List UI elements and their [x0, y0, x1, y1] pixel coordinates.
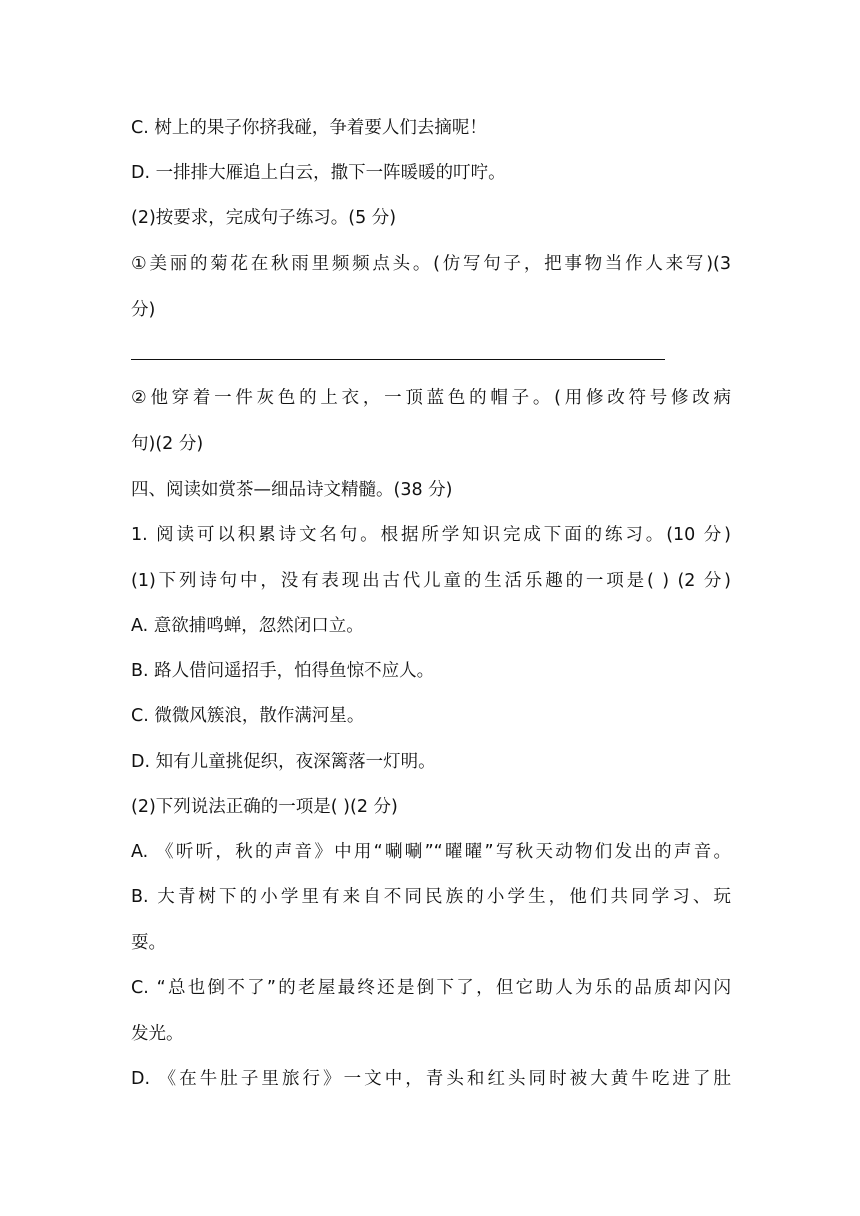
sentence-1-instruction: ①美丽的菊花在秋雨里频频点头。(仿写句子，把事物当作人来写)(3	[131, 254, 731, 274]
sub1-option-c: C. 微微风簇浪，散作满河星。	[131, 706, 365, 726]
subquestion-1: (1)下列诗句中，没有表现出古代儿童的生活乐趣的一项是( ) (2 分)	[131, 571, 731, 591]
sub1-option-b: B. 路人借问遥招手，怕得鱼惊不应人。	[131, 661, 435, 681]
question-2-heading: (2)按要求，完成句子练习。(5 分)	[131, 208, 397, 228]
sentence-2-instruction-cont: 句)(2 分)	[131, 434, 204, 454]
sub2-option-a: A. 《听听，秋的声音》中用“唰唰”“曜曜”写秋天动物们发出的声音。	[131, 842, 731, 862]
sub1-option-d: D. 知有儿童挑促织，夜深篱落一灯明。	[131, 752, 436, 772]
section-4-heading: 四、阅读如赏茶—细品诗文精髓。(38 分)	[131, 480, 453, 500]
sub2-option-b: B. 大青树下的小学里有来自不同民族的小学生，他们共同学习、玩	[131, 887, 731, 907]
subquestion-2: (2)下列说法正确的一项是( )(2 分)	[131, 797, 398, 817]
sentence-2-instruction: ②他穿着一件灰色的上衣，一顶蓝色的帽子。(用修改符号修改病	[131, 388, 731, 408]
option-d-line: D. 一排排大雁追上白云，撒下一阵暖暖的叮咛。	[131, 163, 506, 183]
sub2-option-c: C. “总也倒不了”的老屋最终还是倒下了，但它助人为乐的品质却闪闪	[131, 978, 731, 998]
sub2-option-b-cont: 耍。	[131, 933, 166, 953]
sub2-option-d: D. 《在牛肚子里旅行》一文中，青头和红头同时被大黄牛吃进了肚	[131, 1069, 731, 1089]
reading-question-1: 1. 阅读可以积累诗文名句。根据所学知识完成下面的练习。(10 分)	[131, 525, 731, 545]
sub1-option-a: A. 意欲捕鸣蝉，忽然闭口立。	[131, 616, 364, 636]
answer-blank-line	[131, 359, 665, 360]
sub2-option-c-cont: 发光。	[131, 1024, 184, 1044]
option-c-line: C. 树上的果子你挤我碰，争着要人们去摘呢！	[131, 118, 487, 138]
sentence-1-instruction-cont: 分)	[131, 300, 156, 320]
